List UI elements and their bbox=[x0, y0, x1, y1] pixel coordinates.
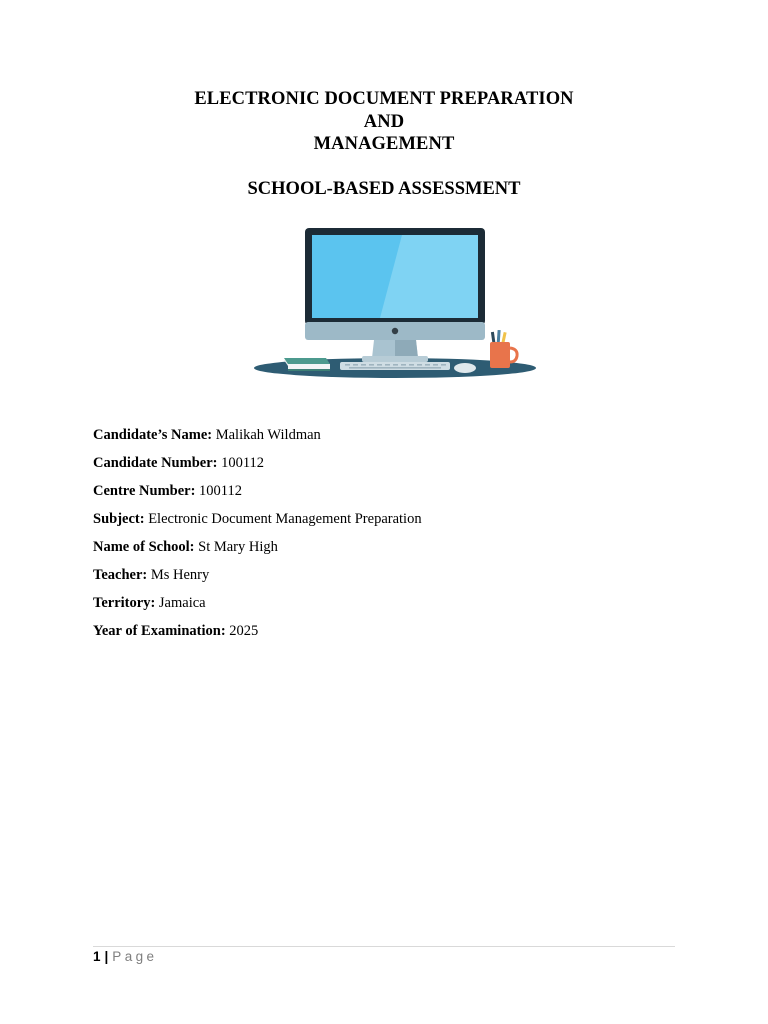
keyboard bbox=[340, 362, 450, 370]
page-number: 1 bbox=[93, 949, 101, 964]
detail-row-candidate-number bbox=[93, 454, 693, 482]
document-title-line-3: MANAGEMENT bbox=[313, 134, 455, 154]
detail-value: St Mary High bbox=[198, 539, 278, 555]
document-title-line-1: ELECTRONIC DOCUMENT PREPARATION bbox=[194, 89, 574, 109]
detail-row-centre-number bbox=[93, 482, 693, 510]
page-footer bbox=[93, 948, 157, 966]
detail-label: Year of Examination: bbox=[93, 623, 230, 639]
detail-row-school bbox=[93, 538, 693, 566]
detail-label: Teacher: bbox=[93, 567, 151, 583]
desktop-computer-illustration bbox=[252, 226, 538, 382]
detail-label: Territory: bbox=[93, 595, 159, 611]
monitor-camera-dot bbox=[392, 328, 398, 334]
detail-value: Malikah Wildman bbox=[215, 427, 321, 443]
detail-row-exam-year bbox=[93, 622, 693, 650]
detail-value: 100112 bbox=[221, 455, 265, 471]
detail-label: Centre Number: bbox=[93, 483, 200, 499]
monitor-stand-base bbox=[362, 356, 428, 362]
detail-value: Electronic Document Management Preparation bbox=[148, 511, 422, 527]
detail-label: Subject: bbox=[93, 511, 149, 527]
detail-row-candidate-name bbox=[93, 426, 693, 454]
detail-label: Candidate’s Name: bbox=[93, 427, 216, 443]
detail-row-subject bbox=[93, 510, 693, 538]
mouse bbox=[454, 363, 476, 373]
detail-row-territory bbox=[93, 594, 693, 622]
title-block bbox=[0, 88, 768, 200]
candidate-details bbox=[93, 426, 693, 650]
detail-label: Candidate Number: bbox=[93, 455, 222, 471]
detail-row-teacher bbox=[93, 566, 693, 594]
detail-value: 100112 bbox=[199, 483, 243, 499]
detail-value: 2025 bbox=[229, 623, 259, 639]
pencil-cup bbox=[490, 330, 517, 368]
page-separator: | bbox=[104, 949, 109, 964]
detail-value: Jamaica bbox=[158, 595, 206, 611]
document-subtitle: SCHOOL-BASED ASSESSMENT bbox=[247, 178, 521, 199]
document-title-line-2: AND bbox=[363, 111, 405, 132]
detail-label: Name of School: bbox=[93, 539, 199, 555]
detail-value: Ms Henry bbox=[150, 567, 210, 583]
footer-divider bbox=[93, 946, 675, 947]
page-word: Page bbox=[112, 949, 158, 964]
